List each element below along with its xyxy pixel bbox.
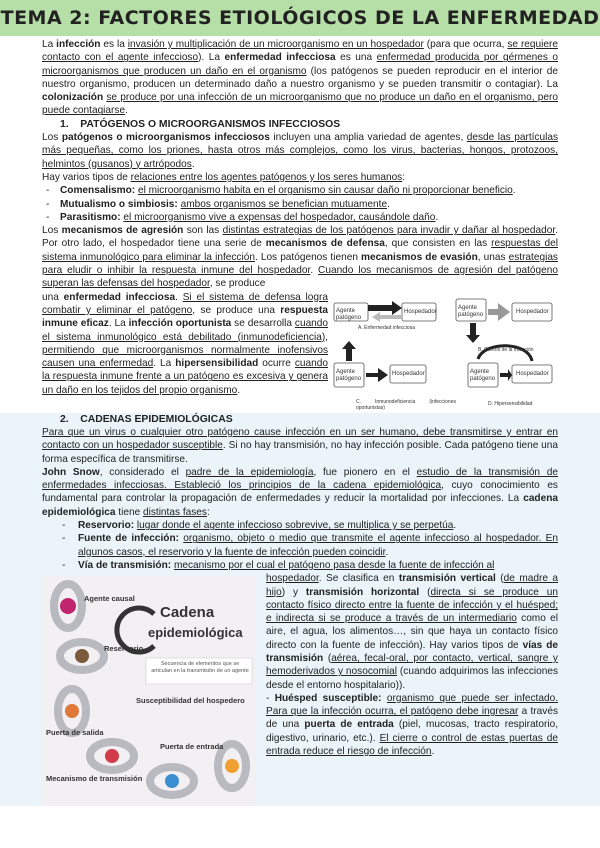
- list-item: - Fuente de infección: organismo, objeto o medio que transmite el agente infeccioso al hospedador. En algunos casos, el reservorio y la fuente de infección pueden coincidir.: [42, 532, 558, 559]
- pathogen-icon: [60, 598, 76, 614]
- section2-heading: 2. CADENAS EPIDEMIOLÓGICAS: [60, 413, 233, 425]
- caption-c: C. Inmunodeficiencia (infecciones oportunistas): [356, 398, 456, 411]
- list-item: - Vía de transmisión: mecanismo por el cual el patógeno pasa desde la fuente de infección al: [42, 559, 558, 572]
- host-label: Hospedador: [392, 370, 425, 377]
- label-susceptibilidad: Susceptibilidad del hospedero: [136, 696, 245, 706]
- via-paragraph: hospedador. Se clasifica en transmisión vertical (de madre a hijo) y transmisión horizontal (directa si se produce un contacto físico directo entre la fuente de infección y el huésped; e indirecta si se produce a través de un intermediario como el aire, el agua, los alimentos…, sin que haya un contacto físico directo con la fuente de infección). Hay varios tipos de vías de transmisión (aérea, fecal-oral, por contacto, vertical, sangre y hemoderivados y nosocomial (cuando adquirimos las infecciones desde el entorno hospitalario)).: [266, 573, 558, 691]
- arrow-icon: [488, 303, 510, 321]
- caption-b: B. Control de la infección: [478, 346, 534, 353]
- section1-heading: 1. PATÓGENOS O MICROORGANISMOS INFECCIOSOS: [60, 118, 341, 130]
- label-reservorio: Reservorio: [104, 644, 144, 654]
- arrow-icon: [372, 312, 402, 322]
- relations-intro: Hay varios tipos de relaciones entre los agentes patógenos y los seres humanos:: [42, 171, 406, 183]
- mechanisms-paragraph: Los mecanismos de agresión son las distintas estrategias de los patógenos para invadir y dañar al hospedador. Por otro lado, el hospedador tiene una serie de mecanismos de defensa, que consisten en las respuestas del sistema inmunológico para eliminar la infección. Los patógenos tienen mecanismos de evasión, unas estrategias para eludir o inhibir la respuesta inmune del hospedador. Cuando los mecanismos de agresión del patógeno superan las defensas del hospedador, se produce: [42, 225, 558, 290]
- john-snow-paragraph: John Snow, considerado el padre de la epidemiología, fue pionero en el estudio de la transmisión de enfermedades infecciosas. Estableció los principios de la cadena epidemiológica, cuyo conocimiento es fundamental para controlar la propagación de enfermedades y reducir la mortalidad por infecciones. La cadena epidemiológica tiene distintas fases:: [42, 466, 558, 518]
- transmission-paragraph: Para que un virus o cualquier otro patógeno cause infección en un ser humano, debe transmitirse y entrar en contacto con un hospedador susceptible. Si no hay transmisión, no hay infección posible. Cada patógeno tiene una forma específica de transmitirse.: [42, 426, 559, 465]
- chain-title-2: epidemiológica: [148, 625, 243, 641]
- agent-label: Agente patógeno: [336, 307, 362, 321]
- agent-label: Agente patógeno: [336, 368, 362, 382]
- label-agente-causal: Agente causal: [84, 594, 135, 604]
- arrow-icon: [342, 341, 356, 361]
- host-label: Hospedador: [516, 308, 549, 315]
- epidemiological-chain-image: [42, 576, 256, 806]
- relations-list: [42, 184, 558, 224]
- document-body: [0, 36, 600, 806]
- caption-d: D. Hipersensibilidad: [488, 400, 533, 407]
- outcomes-block: [42, 291, 558, 413]
- mosquito-icon: [165, 774, 179, 788]
- list-item: - Comensalismo: el microorganismo habita en el organismo sin causar daño ni proporcionar beneficio.: [42, 184, 558, 197]
- label-puerta-entrada: Puerta de entrada: [160, 742, 224, 752]
- chain-title-1: Cadena: [160, 604, 215, 622]
- mouth-icon: [105, 749, 119, 763]
- title-bar: [0, 0, 600, 36]
- page-title: TEMA 2: FACTORES ETIOLÓGICOS DE LA ENFERMEDAD: [0, 7, 600, 29]
- label-puerta-salida: Puerta de salida: [46, 728, 104, 738]
- host-label: Hospedador: [516, 370, 549, 377]
- arrow-icon: [366, 368, 388, 382]
- agent-label: Agente patógeno: [458, 304, 484, 318]
- phases-list: [42, 519, 558, 572]
- list-item: - Parasitismo: el microorganismo vive a expensas del hospedador, causándole daño.: [42, 211, 558, 224]
- pathogens-paragraph: Los patógenos o microorganismos infecciosos incluyen una amplia variedad de agentes, desde las partículas más pequeñas, como los priones, hasta otros más complejos, como los virus, bacterias, hongos, protozoos, helmintos (gusanos) y artrópodos.: [42, 132, 558, 170]
- host-pathogen-diagram: [328, 295, 558, 413]
- agent-label: Agente patógeno: [470, 368, 496, 382]
- hand-icon: [65, 704, 79, 718]
- label-mecanismo: Mecanismo de transmisión: [46, 774, 143, 784]
- section2: [0, 413, 600, 807]
- host-label: Hospedador: [404, 308, 437, 315]
- armadillo-icon: [75, 649, 89, 663]
- arrow-icon: [500, 369, 512, 381]
- chain-block: [42, 572, 558, 806]
- child-icon: [225, 759, 239, 773]
- list-item: - Reservorio: lugar donde el agente infeccioso sobrevive, se multiplica y se perpetúa.: [42, 519, 558, 532]
- outcomes-paragraph: una enfermedad infecciosa. Si el sistema de defensa logra combatir y eliminar el patógeno, se produce una respuesta inmune eficaz. La infección oportunista se desarrolla cuando el sistema inmunológico está debilitado (inmunodeficiencia), permitiendo que microorganismos normalmente inofensivos causen una enfermedad. La hipersensibilidad ocurre cuando la respuesta inmune frente a un patógeno es excesiva y genera un daño en los tejidos del propio organismo.: [42, 291, 329, 396]
- intro-paragraph: La infección es la invasión y multiplicación de un microorganismo en un hospedador (para que ocurra, se requiere contacto con el agente infeccioso). La enfermedad infecciosa es una enfermedad producida por gérmenes o microorganismos que producen un daño en el organismo (los patógenos se pueden reproducir en el interior de nuestro organismo, producen un determinado daño a nuestro organismo y se pueden transmitir o contagiar). La colonización se produce por una infección de un microorganismo que no produce un daño en el organismo, pero puede contagiarse.: [42, 39, 559, 117]
- arrow-icon: [466, 323, 480, 343]
- list-item: - Mutualismo o simbiosis: ambos organismos se benefician mutuamente.: [42, 198, 558, 211]
- caption-a: A. Enfermedad infecciosa: [358, 324, 415, 331]
- susceptible-paragraph: - Huésped susceptible: organismo que puede ser infectado. Para que la infección ocurra, el patógeno debe ingresar a través de una puerta de entrada (piel, mucosas, tracto respiratorio, digestivo, urinario, etc.). El cierre o control de estas puertas de entrada reduce el riesgo de infección.: [266, 692, 558, 758]
- chain-note: Secuencia de elementos que se articulan en la transmisión de un agente: [151, 661, 249, 675]
- arrow-icon: [368, 301, 402, 315]
